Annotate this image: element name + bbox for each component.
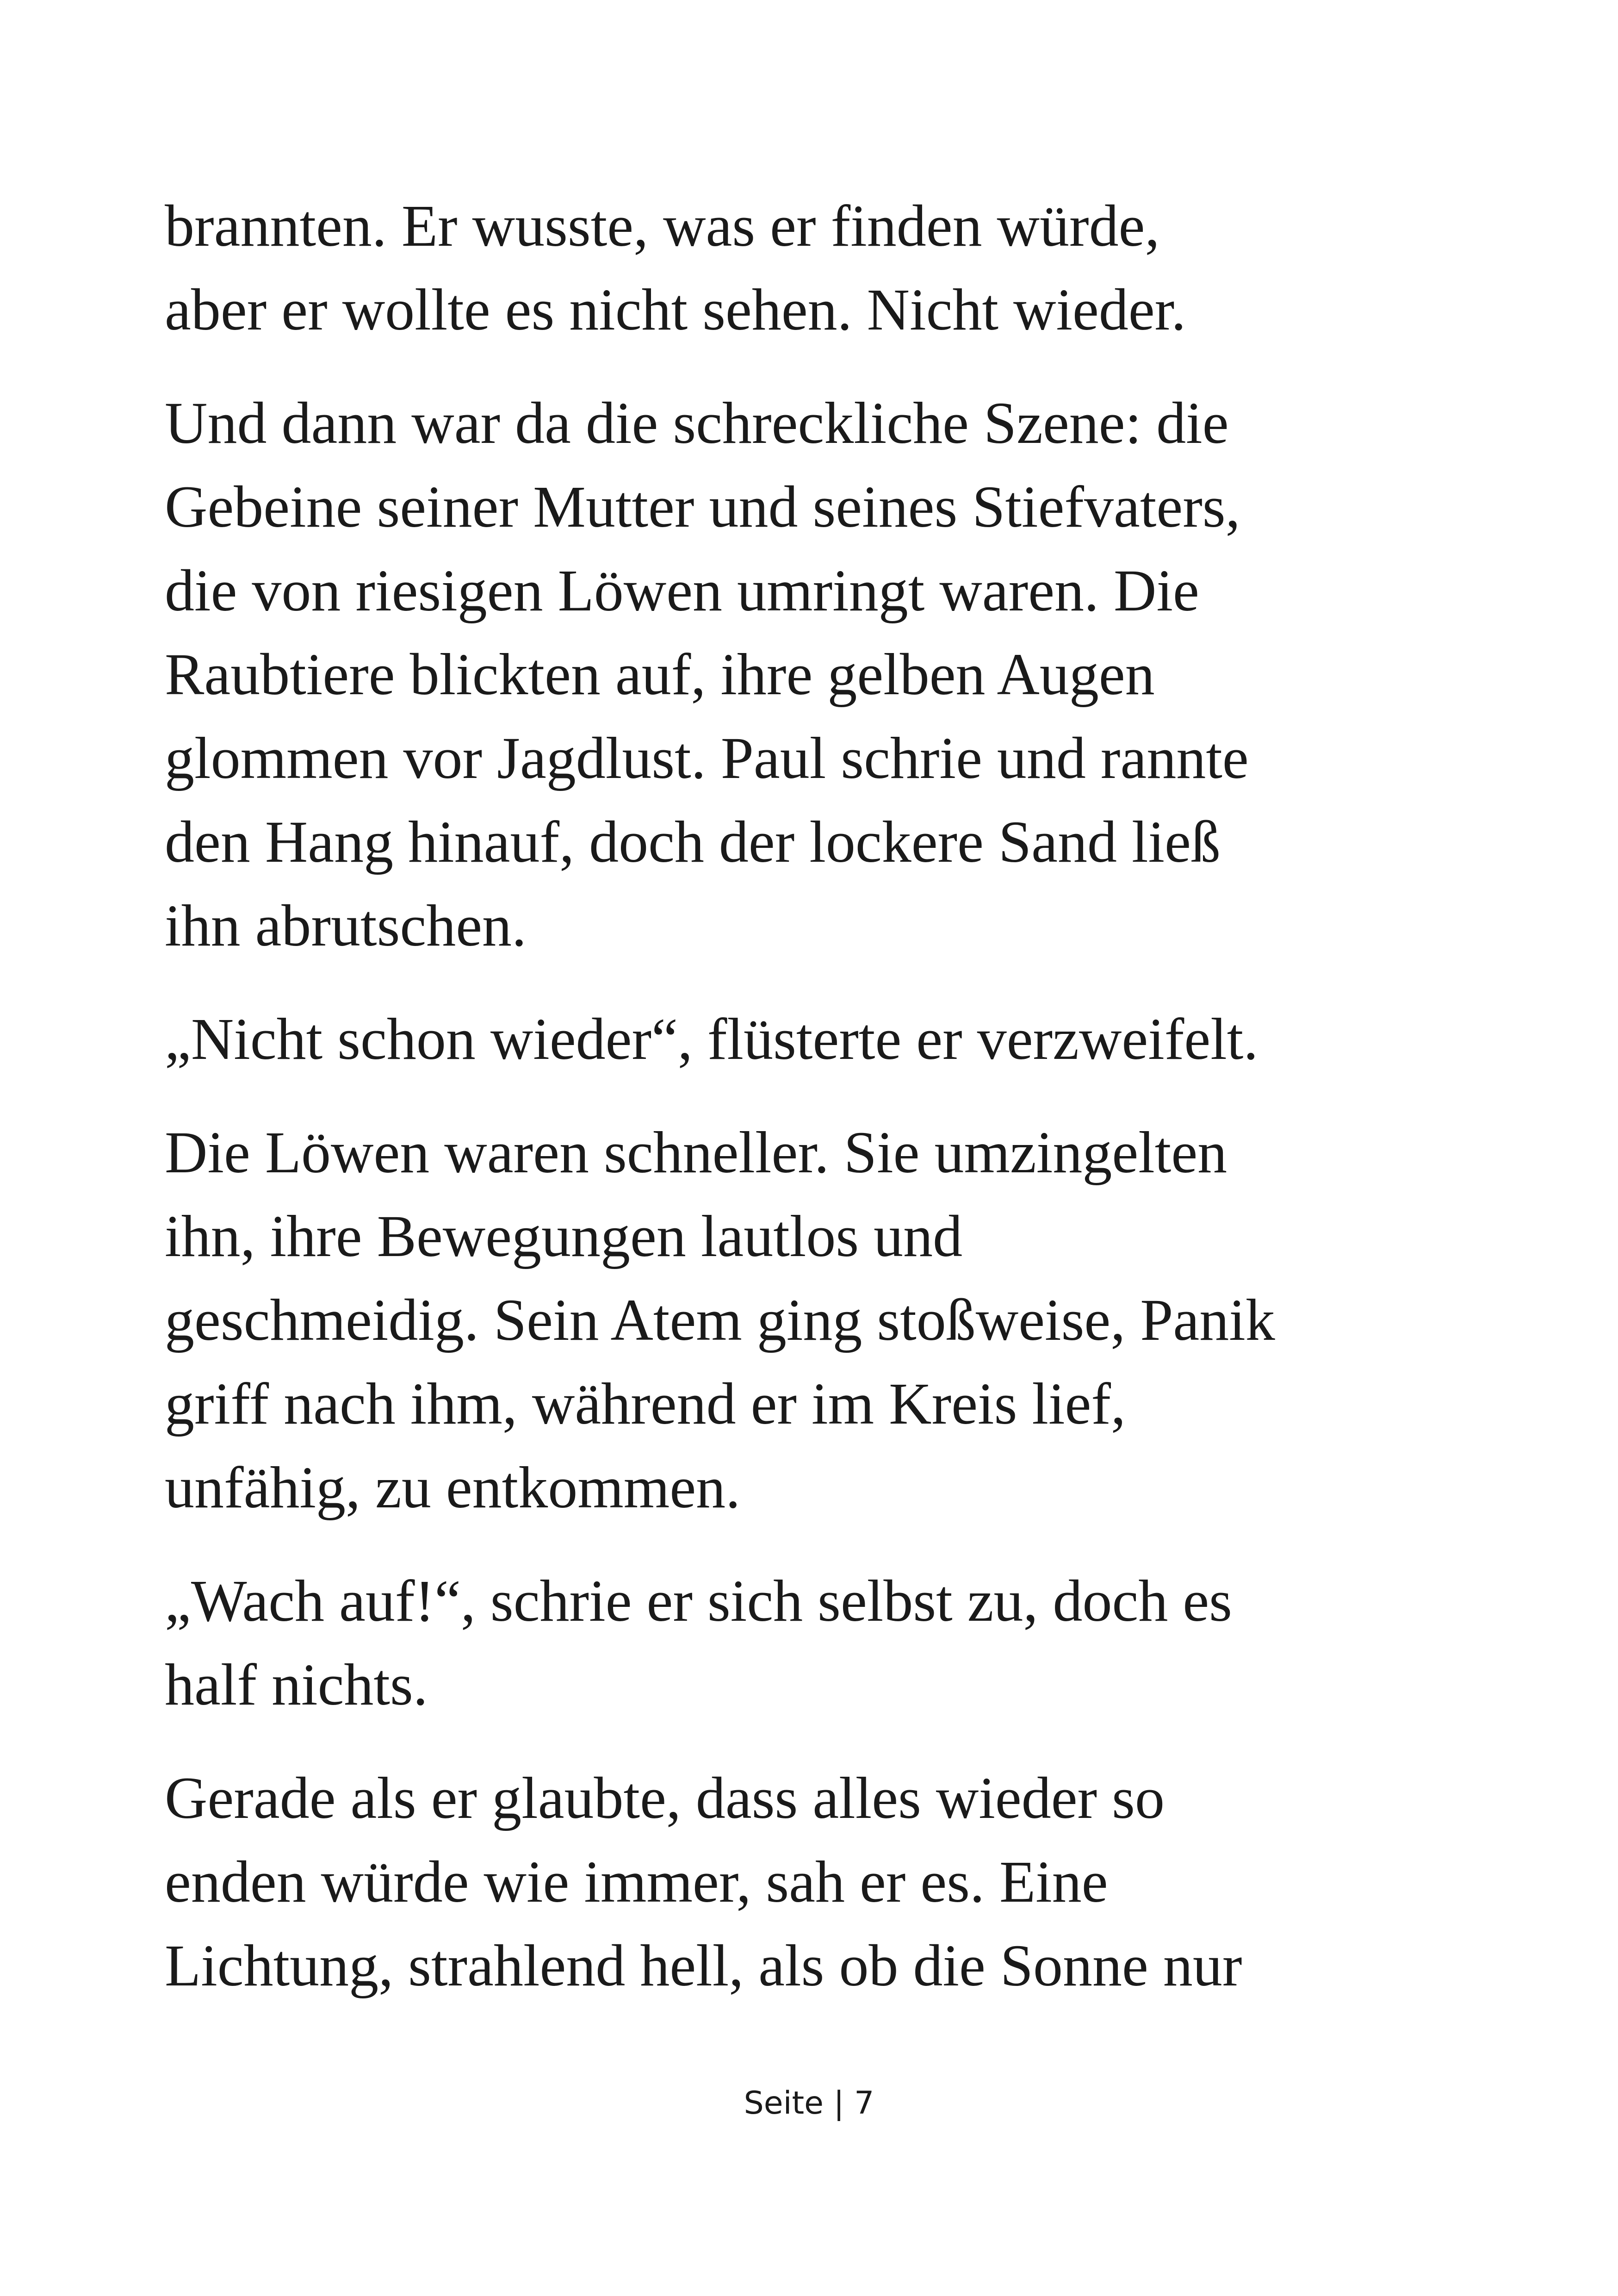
text-line: „Nicht schon wieder“, flüsterte er verzweifelt.	[165, 1006, 1258, 1072]
paragraph	[165, 381, 1460, 968]
text-line: ihn abrutschen.	[165, 893, 527, 958]
text-line: brannten. Er wusste, was er finden würde,	[165, 193, 1160, 259]
text-line: half nichts.	[165, 1652, 428, 1717]
text-line: griff nach ihm, während er im Kreis lief,	[165, 1371, 1126, 1437]
text-line: unfähig, zu entkommen.	[165, 1455, 741, 1520]
text-line: Gebeine seiner Mutter und seines Stiefvaters,	[165, 474, 1240, 540]
page-number: Seite | 7	[744, 2085, 874, 2122]
text-line: Die Löwen waren schneller. Sie umzingelten	[165, 1120, 1227, 1185]
text-line: den Hang hinauf, doch der lockere Sand ließ	[165, 809, 1221, 875]
text-line: Und dann war da die schreckliche Szene: die	[165, 390, 1229, 456]
text-line: aber er wollte es nicht sehen. Nicht wieder.	[165, 277, 1186, 342]
text-line: glommen vor Jagdlust. Paul schrie und rannte	[165, 725, 1249, 791]
text-line: „Wach auf!“, schrie er sich selbst zu, doch es	[165, 1568, 1232, 1634]
paragraph	[165, 997, 1460, 1081]
paragraph	[165, 184, 1460, 352]
paragraph	[165, 1559, 1460, 1727]
paragraph	[165, 1756, 1460, 2008]
body-text	[165, 184, 1460, 2008]
paragraph	[165, 1111, 1460, 1530]
text-line: enden würde wie immer, sah er es. Eine	[165, 1849, 1108, 1915]
text-line: Lichtung, strahlend hell, als ob die Sonne nur	[165, 1933, 1242, 1998]
text-line: ihn, ihre Bewegungen lautlos und	[165, 1203, 963, 1269]
text-line: Gerade als er glaubte, dass alles wieder so	[165, 1765, 1165, 1831]
text-line: geschmeidig. Sein Atem ging stoßweise, Panik	[165, 1287, 1275, 1353]
text-line: die von riesigen Löwen umringt waren. Die	[165, 558, 1199, 623]
text-line: Raubtiere blickten auf, ihre gelben Augen	[165, 641, 1155, 707]
